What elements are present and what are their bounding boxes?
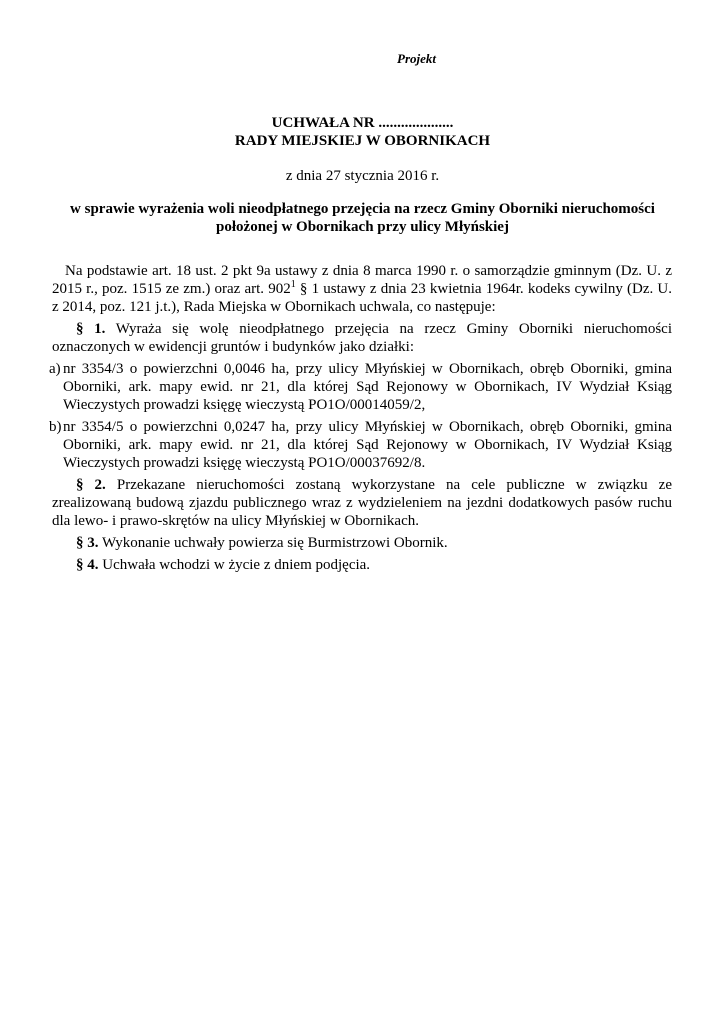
subject-line-1: w sprawie wyrażenia woli nieodpłatnego przejęcia na rzecz Gminy Oborniki nieruchomości [70, 201, 655, 217]
resolution-subject [70, 200, 655, 236]
council-name: RADY MIEJSKIEJ W OBORNIKACH [234, 133, 491, 149]
subject-line-2: położonej w Obornikach przy ulicy Młyńskiej [216, 219, 509, 235]
preamble-part-2: § 1 ustawy z dnia 23 kwietnia 1964r. kodeks cywilny (Dz. U. z 2014, poz. 121 j.t.), Rada Miejska w Obornikach uchwala, co następuje: [52, 281, 672, 315]
section-4-text: Uchwała wchodzi w życie z dniem podjęcia. [98, 557, 371, 573]
parcel-text-b: nr 3354/5 o powierzchni 0,0247 ha, przy ulicy Młyńskiej w Obornikach, obręb Oborniki, gmina Oborniki, ark. mapy ewid. nr 21, dla której Sąd Rejonowy w Obornikach, IV Wydział Ksiąg Wieczystych prowadzi księgę wieczystą PO1O/00037692/8. [63, 419, 672, 471]
section-1-text: Wyraża się wolę nieodpłatnego przejęcia na rzecz Gminy Oborniki nieruchomości oznaczonych w ewidencji gruntów i budynków jako działki: [52, 321, 673, 355]
section-2-text: Przekazane nieruchomości zostaną wykorzystane na cele publiczne w związku ze zrealizowaną budową zjazdu publicznego wraz z wydzieleniem na jezdni dodatkowych pasów ruchu dla lewo- i prawo-skrętów na ulicy Młyńskiej w Obornikach. [52, 477, 672, 529]
resolution-date: z dnia 27 stycznia 2016 r. [285, 168, 440, 184]
parcel-marker-b: b) [49, 419, 62, 435]
parcel-text-a: nr 3354/3 o powierzchni 0,0046 ha, przy ulicy Młyńskiej w Obornikach, obręb Oborniki, gmina Oborniki, ark. mapy ewid. nr 21, dla której Sąd Rejonowy w Obornikach, IV Wydział Ksiąg Wieczystych prowadzi księgę wieczystą PO1O/00014059/2, [63, 361, 672, 413]
section-3-number: § 3. [76, 535, 99, 551]
section-1-number: § 1. [76, 321, 106, 337]
section-2 [52, 476, 672, 530]
resolution-body [49, 262, 673, 578]
section-4-number: § 4. [76, 557, 99, 573]
preamble [52, 262, 672, 316]
section-1 [52, 320, 672, 356]
section-3 [52, 534, 672, 552]
parcel-item-b [49, 418, 672, 472]
parcel-item-a [49, 360, 672, 414]
project-label: Projekt [397, 51, 436, 66]
section-2-number: § 2. [76, 477, 106, 493]
section-4 [52, 556, 672, 574]
parcel-marker-a: a) [49, 361, 61, 377]
section-3-text: Wykonanie uchwały powierza się Burmistrzowi Obornik. [98, 535, 448, 551]
preamble-part-1: Na podstawie art. 18 ust. 2 pkt 9a ustawy z dnia 8 marca 1990 r. o samorządzie gminnym (Dz. U. z 2015 r., poz. 1515 ze zm.) oraz art. 902 [52, 263, 672, 297]
preamble-superscript: 1 [290, 279, 296, 290]
resolution-title [0, 114, 725, 150]
resolution-number: UCHWAŁA NR .................... [271, 115, 454, 131]
